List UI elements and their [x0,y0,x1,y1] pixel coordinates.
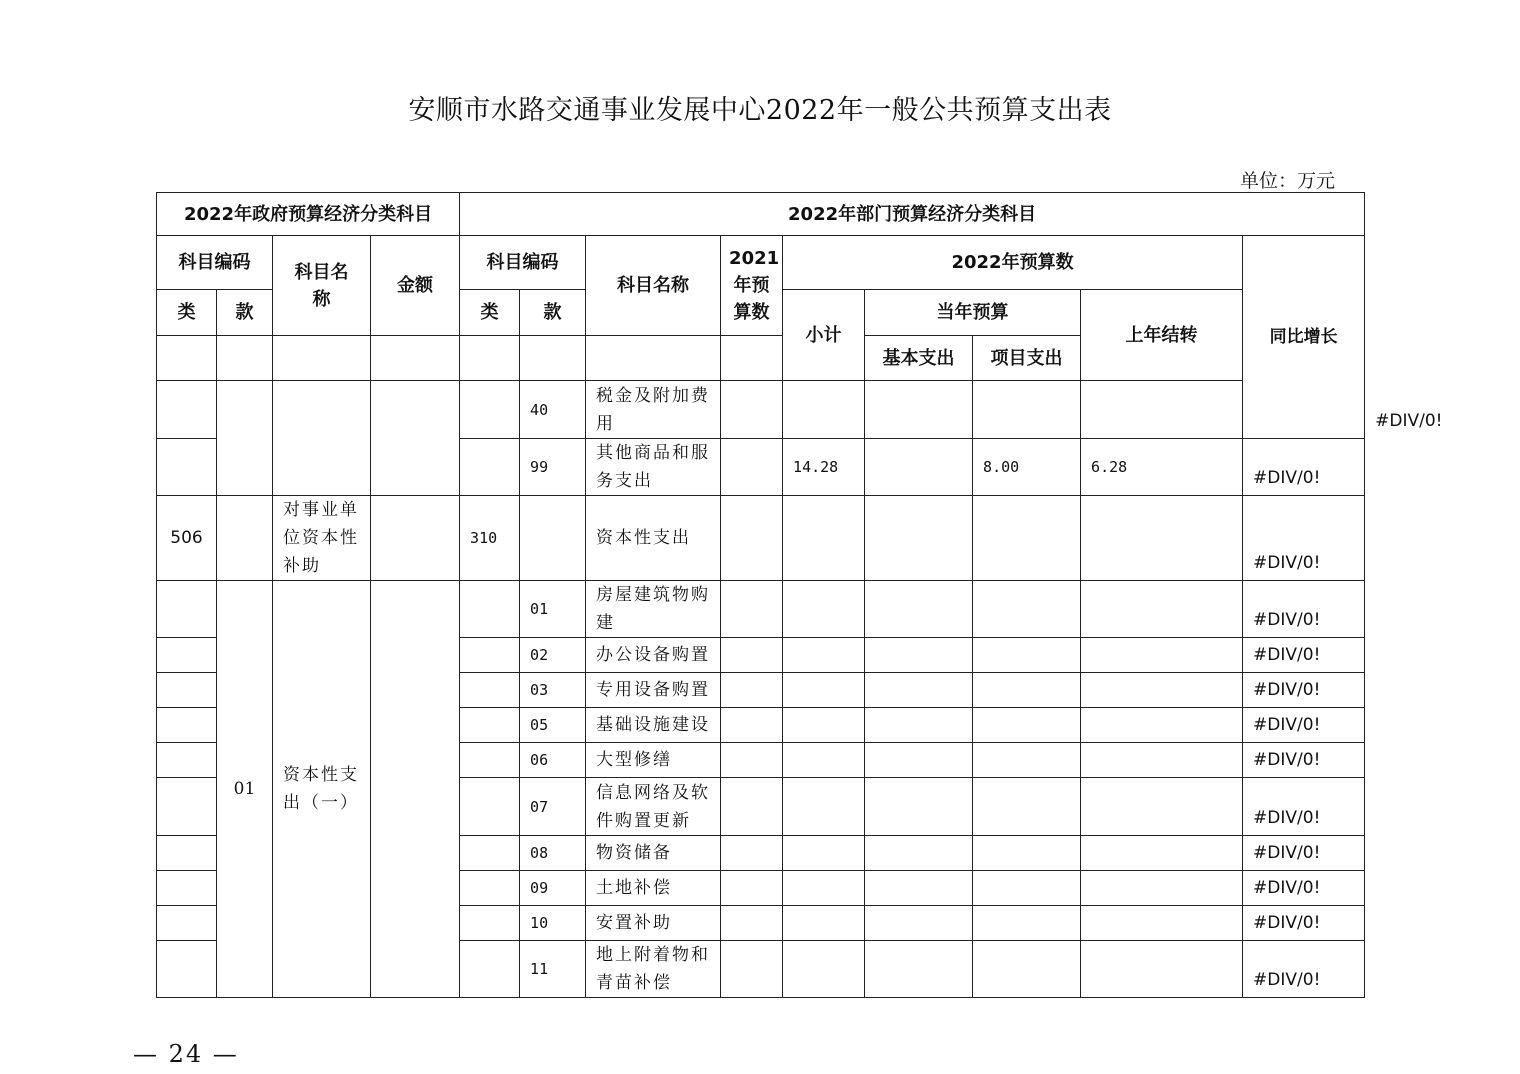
dept-lei-cell: 310 [460,496,520,581]
project-cell [973,496,1081,581]
dept-kuan-cell: 09 [520,871,586,906]
blank-cell [721,941,783,998]
dept-lei-header: 类 [460,290,520,336]
subtotal-cell [783,496,865,581]
dept-name-cell: 房屋建筑物购建 [586,581,721,638]
dept-name-cell: 基础设施建设 [586,708,721,743]
dept-lei-cell [460,638,520,673]
gov-lei-cell [157,871,217,906]
gov-name-merged-cell: 资本性支出（一） [273,581,371,998]
gov-lei-cell [157,941,217,998]
gov-lei-cell [157,581,217,638]
gov-lei-cell [157,638,217,673]
gov-lei-cell [157,708,217,743]
blank-cell [520,336,586,381]
subtotal-header: 小计 [783,290,865,381]
dept-kuan-cell: 40 [520,381,586,439]
blank-cell [783,941,865,998]
dept-kuan-cell [520,496,586,581]
unit-label: 单位：万元 [1240,170,1336,192]
gov-lei-cell [157,778,217,836]
blank-cell [865,836,973,871]
blank-cell [973,708,1081,743]
table-row [157,581,1365,638]
dept-name-cell: 土地补偿 [586,871,721,906]
blank-cell [1081,638,1243,673]
table-row: 40 税金及附加费用 #DIV/0! [157,381,1365,439]
blank-cell [783,871,865,906]
gov-name-cell: 对事业单位资本性补助 [273,496,371,581]
gov-lei-cell [157,381,217,439]
amount-header: 金额 [371,236,460,336]
blank-cell [865,673,973,708]
dept-lei-cell [460,941,520,998]
blank-cell [973,906,1081,941]
basic-cell [865,496,973,581]
dept-name-cell: 办公设备购置 [586,638,721,673]
blank-cell [783,743,865,778]
gov-kuan-merged-cell: 01 [217,581,273,998]
dept-name-cell: 安置补助 [586,906,721,941]
blank-cell [973,941,1081,998]
amount-cell [371,381,460,496]
dept-lei-cell [460,906,520,941]
blank-cell [721,673,783,708]
yoy-cell: #DIV/0! [1243,836,1365,871]
gov-kuan-header: 款 [217,290,273,336]
budget-table [156,192,1443,998]
blank-cell [865,871,973,906]
carryover-cell [1081,581,1243,638]
yoy-cell: #DIV/0! [1243,708,1365,743]
dept-lei-cell [460,708,520,743]
dept-name-cell: 信息网络及软件购置更新 [586,778,721,836]
gov-name-cell [273,381,371,496]
blank-cell [721,778,783,836]
project-cell [973,381,1081,439]
gov-subject-name-header: 科目名称 [273,236,371,336]
blank-cell [865,778,973,836]
blank-cell [865,743,973,778]
blank-cell [1081,941,1243,998]
blank-cell [1081,778,1243,836]
blank-cell [371,336,460,381]
dept-kuan-cell: 03 [520,673,586,708]
carryover-cell [1081,496,1243,581]
blank-cell [217,336,273,381]
blank-cell [1081,836,1243,871]
subtotal-cell [783,581,865,638]
blank-cell [586,336,721,381]
budget-2022-header: 2022年预算数 [783,236,1243,290]
dept-subject-code-header: 科目编码 [460,236,586,290]
dept-subject-name-header: 科目名称 [586,236,721,336]
gov-lei-cell [157,836,217,871]
blank-cell [721,743,783,778]
budget-2021-cell [721,581,783,638]
gov-group-header: 2022年政府预算经济分类科目 [157,193,460,236]
blank-cell [973,871,1081,906]
carryover-cell: 6.28 [1081,439,1243,496]
gov-lei-cell [157,906,217,941]
dept-name-cell: 大型修缮 [586,743,721,778]
budget-2021-cell [721,381,783,439]
blank-cell [1081,871,1243,906]
dept-kuan-cell: 02 [520,638,586,673]
yoy-cell: #DIV/0! [1243,638,1365,673]
dept-name-cell: 物资储备 [586,836,721,871]
basic-cell [865,581,973,638]
yoy-cell: #DIV/0! [1243,906,1365,941]
gov-lei-cell [157,439,217,496]
yoy-cell: #DIV/0! [1243,496,1365,581]
blank-cell [721,708,783,743]
yoy-cell: #DIV/0! [1243,673,1365,708]
dept-lei-cell [460,439,520,496]
blank-cell [273,336,371,381]
yoy-cell: #DIV/0! [1243,743,1365,778]
dept-kuan-cell: 08 [520,836,586,871]
table-row [157,496,1365,581]
project-cell [973,581,1081,638]
blank-cell [1081,673,1243,708]
yoy-cell: #DIV/0! [1243,778,1365,836]
page-title: 安顺市水路交通事业发展中心2022年一般公共预算支出表 [408,95,1112,126]
budget-2021-header: 2021年预算数 [721,236,783,336]
basic-cell [865,381,973,439]
blank-cell [865,906,973,941]
gov-subject-code-header: 科目编码 [157,236,273,290]
dept-lei-cell [460,836,520,871]
blank-cell [973,638,1081,673]
subtotal-cell [783,381,865,439]
project-expense-header: 项目支出 [973,336,1081,381]
dept-kuan-header: 款 [520,290,586,336]
project-cell: 8.00 [973,439,1081,496]
dept-lei-cell [460,581,520,638]
blank-cell [1081,743,1243,778]
blank-cell [865,941,973,998]
blank-cell [721,906,783,941]
dept-lei-cell [460,743,520,778]
blank-cell [783,906,865,941]
carryover-cell [1081,381,1243,439]
dept-kuan-cell: 99 [520,439,586,496]
yoy-cell: #DIV/0! [1243,439,1365,496]
basic-expense-header: 基本支出 [865,336,973,381]
blank-cell [783,836,865,871]
blank-cell [721,836,783,871]
blank-cell [865,638,973,673]
yoy-cell: #DIV/0! [1243,871,1365,906]
dept-name-cell: 专用设备购置 [586,673,721,708]
dept-name-cell: 其他商品和服务支出 [586,439,721,496]
dept-kuan-cell: 05 [520,708,586,743]
dept-lei-cell [460,381,520,439]
dept-name-cell: 地上附着物和青苗补偿 [586,941,721,998]
dept-lei-cell [460,871,520,906]
blank-cell [973,673,1081,708]
blank-cell [721,638,783,673]
current-year-header: 当年预算 [865,290,1081,336]
blank-cell [721,871,783,906]
blank-cell [973,743,1081,778]
blank-cell [460,336,520,381]
dept-kuan-cell: 07 [520,778,586,836]
dept-kuan-cell: 06 [520,743,586,778]
budget-2021-cell [721,496,783,581]
gov-lei-cell [157,743,217,778]
dept-kuan-cell: 11 [520,941,586,998]
gov-kuan-cell [217,496,273,581]
yoy-header: 同比增长 [1243,236,1365,439]
blank-cell [973,778,1081,836]
blank-cell [783,673,865,708]
dept-group-header: 2022年部门预算经济分类科目 [460,193,1365,236]
dept-lei-cell [460,673,520,708]
yoy-cell: #DIV/0! [1243,941,1365,998]
gov-lei-cell: 506 [157,496,217,581]
blank-cell [157,336,217,381]
blank-cell [783,708,865,743]
blank-cell [865,708,973,743]
amount-merged-cell [371,581,460,998]
blank-cell [1081,708,1243,743]
carryover-header: 上年结转 [1081,290,1243,381]
dept-name-cell: 资本性支出 [586,496,721,581]
budget-2021-cell [721,439,783,496]
blank-cell [973,836,1081,871]
gov-kuan-cell [217,381,273,496]
page-number: — 24 — [133,1040,239,1068]
gov-lei-cell [157,673,217,708]
blank-cell [721,336,783,381]
yoy-cell: #DIV/0! [1243,581,1365,638]
amount-cell [371,496,460,581]
basic-cell [865,439,973,496]
dept-lei-cell [460,778,520,836]
blank-cell [783,638,865,673]
subtotal-cell: 14.28 [783,439,865,496]
dept-kuan-cell: 10 [520,906,586,941]
dept-kuan-cell: 01 [520,581,586,638]
gov-lei-header: 类 [157,290,217,336]
blank-cell [783,778,865,836]
dept-name-cell: 税金及附加费用 [586,381,721,439]
blank-cell [1081,906,1243,941]
